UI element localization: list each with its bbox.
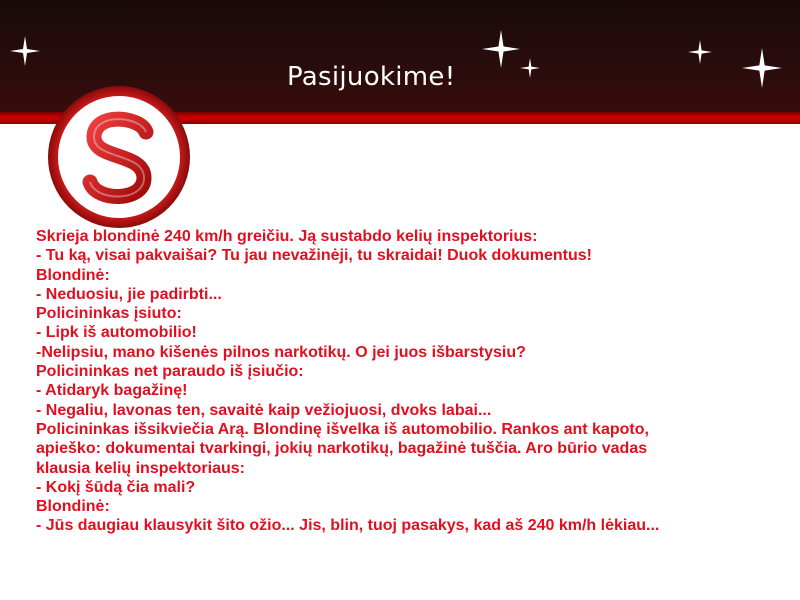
sparkle-star-icon	[688, 40, 712, 64]
joke-line: Skrieja blondinė 240 km/h greičiu. Ją sustabdo kelių inspektorius:	[36, 228, 538, 245]
joke-line: Policininkas išsikviečia Arą. Blondinę išvelka iš automobilio. Rankos ant kapoto,	[36, 420, 649, 438]
joke-line: - Tu ką, visai pakvaišai? Tu jau nevažinėji, tu skraidai! Duok dokumentus!	[36, 247, 592, 265]
joke-line: -Nelipsiu, mano kišenės pilnos narkotikų. O jei juos išbarstysiu?	[36, 343, 526, 361]
joke-line: - Jūs daugiau klausykit šito ožio... Jis, blin, tuoj pasakys, kad aš 240 km/h lėkiau...	[36, 517, 660, 535]
s-circle-logo-icon	[44, 82, 194, 232]
joke-line: Blondinė:	[36, 498, 110, 516]
joke-line: - Kokį šūdą čia mali?	[36, 478, 196, 496]
sparkle-star-icon	[520, 58, 540, 78]
joke-line: apieško: dokumentai tvarkingi, jokių narkotikų, bagažinė tuščia. Aro būrio vadas	[36, 440, 648, 458]
joke-line: - Negaliu, lavonas ten, savaitė kaip vežiojuosi, dvoks labai...	[36, 401, 492, 419]
joke-line: - Atidaryk bagažinę!	[36, 382, 188, 400]
joke-line: - Lipk iš automobilio!	[36, 324, 197, 342]
joke-line: - Neduosiu, jie padirbti...	[36, 285, 222, 303]
joke-line: Policininkas net paraudo iš įsiučio:	[36, 363, 304, 381]
sparkle-star-icon	[742, 48, 782, 88]
joke-text	[36, 227, 786, 536]
joke-line: klausia kelių inspektoriaus:	[36, 459, 245, 477]
page-title: Pasijuokime!	[287, 62, 456, 92]
sparkle-star-icon	[10, 36, 40, 66]
sparkle-star-icon	[482, 30, 520, 68]
joke-line: Blondinė:	[36, 266, 110, 284]
joke-line: Policininkas įsiuto:	[36, 305, 182, 323]
